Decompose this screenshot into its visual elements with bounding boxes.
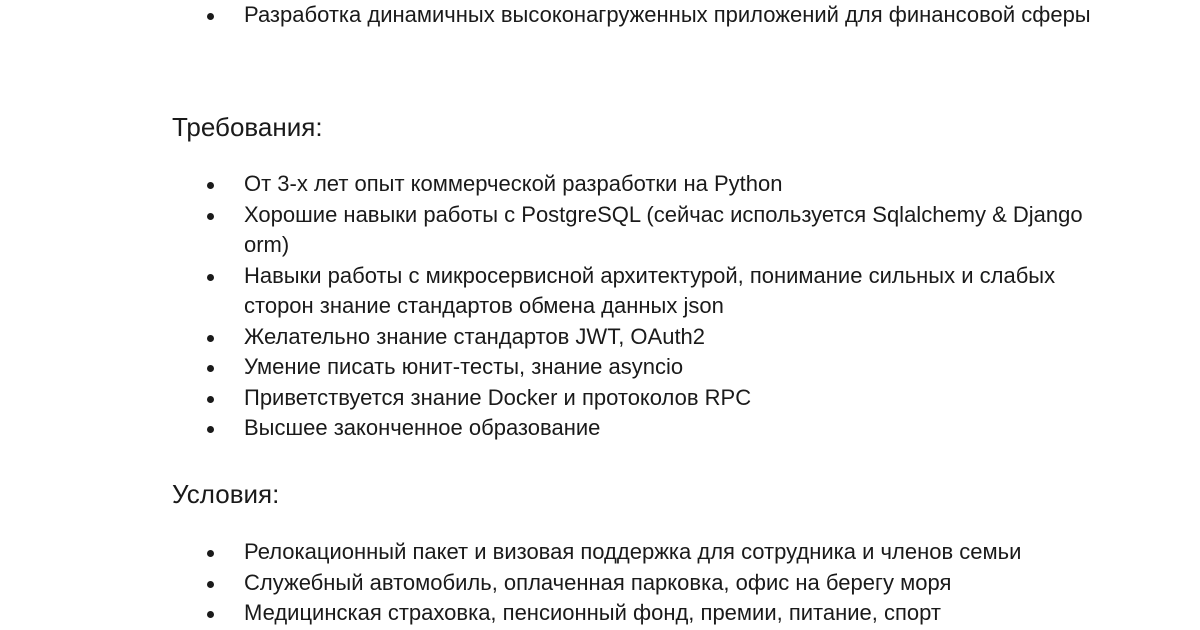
list-item [0,261,1114,322]
bullet-dot-icon [207,13,214,20]
list-item [0,322,1114,353]
bullet-dot-icon [207,426,214,433]
list-item [0,352,1114,383]
conditions-list [0,537,1114,629]
bullet-dot-icon [207,365,214,372]
bullet-dot-icon [207,335,214,342]
list-item [0,200,1114,261]
list-item-text: Релокационный пакет и визовая поддержка для сотрудника и членов семьи [244,539,1022,564]
list-item [0,598,1114,629]
list-item-text: Высшее законченное образование [244,415,601,440]
list-item-text: Умение писать юнит-тесты, знание asyncio [244,354,684,379]
list-item-text: Медицинская страховка, пенсионный фонд, премии, питание, спорт [244,600,941,625]
list-item [0,568,1114,599]
list-item-text: Желательно знание стандартов JWT, OAuth2 [244,323,706,349]
requirements-heading: Требования: [172,112,323,142]
responsibilities-list [0,0,1114,31]
list-item-text: Служебный автомобиль, оплаченная парковка, офис на берегу моря [244,569,952,595]
bullet-dot-icon [207,274,214,281]
bullet-dot-icon [207,182,214,189]
list-item [0,537,1114,568]
requirements-list [0,169,1114,444]
conditions-heading: Условия: [172,479,280,509]
bullet-dot-icon [207,213,214,220]
list-item-text: Приветствуется знание Docker и протоколов RPC [244,384,752,410]
list-item-text: Хорошие навыки работы с PostgreSQL (сейчас используется Sqlalchemy & Django orm) [244,201,1083,257]
list-item-text: Навыки работы с микросервисной архитектурой, понимание сильных и слабых сторон знание стандартов обмена данных json [244,262,1056,318]
bullet-dot-icon [207,396,214,403]
list-item-text: Разработка динамичных высоконагруженных приложений для финансовой сферы [244,2,1091,27]
list-item [0,383,1114,414]
list-item-text: От 3-х лет опыт коммерческой разработки на Python [244,171,783,196]
bullet-dot-icon [207,581,214,588]
list-item [0,169,1114,200]
list-item [0,0,1114,31]
bullet-dot-icon [207,611,214,618]
bullet-dot-icon [207,550,214,557]
list-item [0,413,1114,444]
